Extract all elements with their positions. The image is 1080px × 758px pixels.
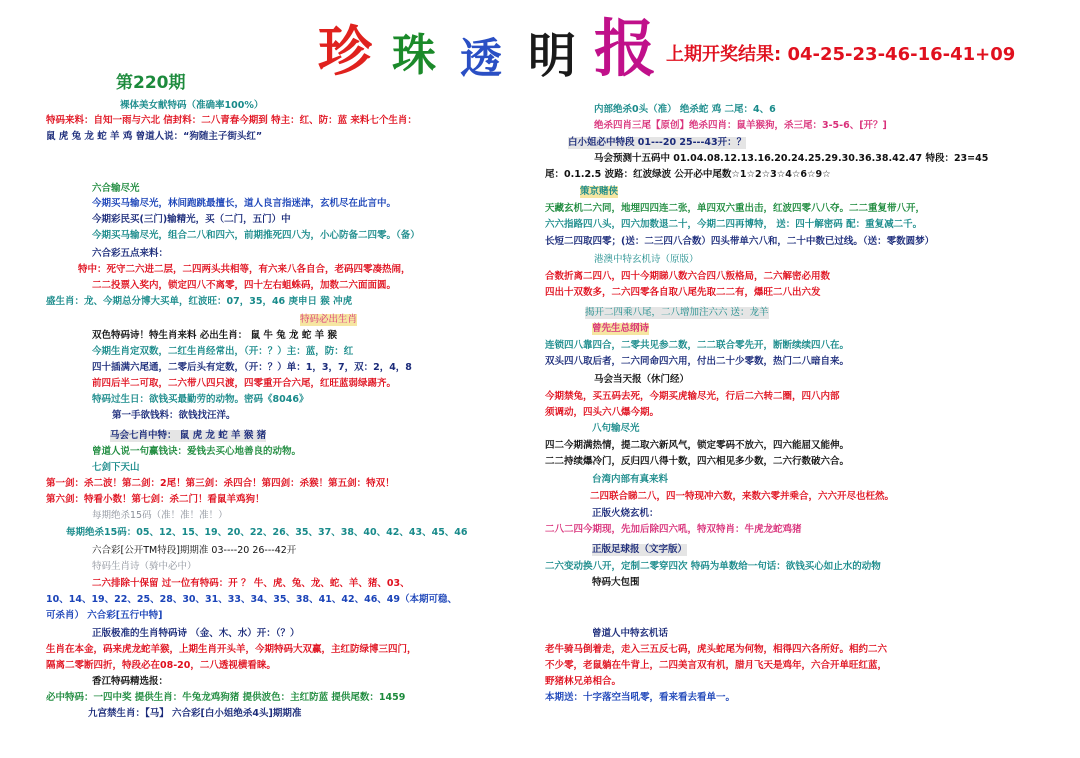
text-line: 二二持续爆冷门，反归四八得十数，四六相见多少数，二六行数破六合。 xyxy=(545,456,850,467)
text-line: 野猪林兄弟相合。 xyxy=(545,676,622,687)
text-line: 须调动，四头六八爆今期。 xyxy=(545,407,660,418)
last-result-numbers: 04-25-23-46-16-41+09 xyxy=(787,44,1016,65)
text-line: 第六剑：特看小数！第七剑：杀二门！看鼠羊鸡狗！ xyxy=(46,494,265,505)
text-line: 四二今期满热情，提二取六新风气，锁定零码不放六，四六能屈又能伸。 xyxy=(545,440,850,451)
title-char: 明 xyxy=(528,28,577,84)
title-char: 报 xyxy=(594,12,657,85)
text-line: 特码生肖诗（骑中必中） xyxy=(92,561,197,572)
text-line: 今期生肖定双数，二红生肖经常出，（开：？）主：蓝，防：红 xyxy=(92,346,354,357)
text-line: 生肖在本金，码来虎龙蛇羊猴，上期生肖开头羊，今期特码大双赢，主红防绿博三四门， xyxy=(46,644,417,655)
text-line: 本期送：十字落空当吼零，看来看去看单一。 xyxy=(545,692,736,703)
text-line: 连锁四八靠四合，二零共见参二数，二二联合零先开，断断续续四八在。 xyxy=(545,340,850,351)
text-line: 六合输尽光 xyxy=(92,183,140,194)
text-line: 第一剑：杀二波！第二剑：2尾！第三剑：杀四合！第四剑：杀猴！第五剑：特双！ xyxy=(46,478,395,489)
text-line: 鼠 虎 兔 龙 蛇 羊 鸡 曾道人说：“狗随主子街头红” xyxy=(46,131,263,142)
text-line: 今期买马输尽光，组合二八和四六，前期推死四八为，小心防备二四零。（备） xyxy=(92,230,420,241)
text-line: 曾道人说一句赢钱诀：爱钱去买心地善良的动物。 xyxy=(92,446,302,457)
text-line: 七剑下天山 xyxy=(92,462,140,473)
text-line: 老牛骑马倒着走，走入三五反七码，虎头蛇尾为何物，相得四六各所好。相约二六 xyxy=(545,644,888,655)
text-line: 九宫禁生肖：【马】 六合彩[白小姐绝杀4头]期期准 xyxy=(88,708,302,719)
text-line: 马会预测十五码中 01.04.08.12.13.16.20.24.25.29.30.36.38.42.47 特段：23=45 xyxy=(594,153,989,164)
text-line: 二四联合睇二八，四一特现冲六数，来数六零并乘合，六六开尽也枉然。 xyxy=(590,491,895,502)
text-line: 正版火烧玄机： xyxy=(592,508,659,519)
text-line: 二六排除十保留 过一位有特码：开 ？ 牛、虎、兔、龙、蛇、羊、猪、03、 xyxy=(92,578,410,589)
text-line: 二六变动换八开，定制二零穿四次 特码为单数给一句话：欲钱买心如止水的动物 xyxy=(545,561,881,572)
text-line: 正版足球报（文字版） xyxy=(592,544,688,555)
title-char: 透 xyxy=(460,34,503,83)
text-line: 香江特码精选报： xyxy=(92,676,169,687)
text-line: 双色特码诗！特生肖来料 必出生肖： 鼠 牛 兔 龙 蛇 羊 猴 xyxy=(92,330,337,341)
text-line: 四十插满六尾通，二零后头有定数，（开：？）单：1，3，7，双：2，4，8 xyxy=(92,362,412,373)
text-line: 内部绝杀0头（准） 绝杀蛇 鸡 二尾：4、6 xyxy=(594,104,776,115)
text-line: 合数折离二四八，四十今期睇八数六合四八叛格局，二六解密必用数 xyxy=(545,271,831,282)
text-line: 台湾内部有真来料 xyxy=(592,474,669,485)
title-char: 珍 xyxy=(318,19,372,83)
text-line: 必中特码：一四中奖 提供生肖：牛兔龙鸡狗猪 提供波色：主红防蓝 提供尾数：1459 xyxy=(46,692,406,703)
text-line: 曾先生总纲诗 xyxy=(592,323,650,334)
text-line: 10、14、19、22、25、28、30、31、33、34、35、38、41、42、46、49（本期可稳、 xyxy=(46,594,458,605)
text-line: 特码必出生肖 xyxy=(300,314,358,325)
text-line: 特中：死守二六进二层，二四两头共相等，有六来八各自合，老码四零凑热闹， xyxy=(78,264,411,275)
last-result xyxy=(666,40,1015,66)
text-line: 盛生肖：龙、今期总分博大买单，红波旺：07，35，46 庚申日 猴 冲虎 xyxy=(46,296,353,307)
text-line: 每期绝杀15码：05、12、15、19、20、22、26、35、37、38、40、42、43、45、46 xyxy=(66,527,468,538)
text-line: 曾道人中特玄机话 xyxy=(592,628,669,639)
text-line: 第一手欲钱料：欲钱找汪洋。 xyxy=(112,410,236,421)
text-line: 港澳中特玄机诗（原版） xyxy=(594,254,699,265)
text-line: 尾：0.1.2.5 波路：红波绿波 公开必中尾数☆1☆2☆3☆4☆6☆9☆ xyxy=(545,169,831,180)
text-line: 特码过生日：欲钱买最勤劳的动物。密码《8046》 xyxy=(92,394,309,405)
text-line: 马会七肖中特： 鼠 虎 龙 蛇 羊 猴 猪 xyxy=(110,430,267,441)
text-line: 裸体美女献特码（准确率100%） xyxy=(120,100,264,111)
title-char: 珠 xyxy=(392,30,436,81)
text-line: 白小姐必中特段 01---20 25---43开：？ xyxy=(568,137,747,148)
text-line: 今期买马输尽光，林间跑跳最擅长，道人良言指迷津，玄机尽在此言中。 xyxy=(92,198,397,209)
text-line: 前四后半二可取，二六带八四只渡，四零重开合六尾，红旺蓝弱绿踢齐。 xyxy=(92,378,397,389)
text-line: 隔离二零断四折，特段必在08-20，二八透视横看睐。 xyxy=(46,660,276,671)
text-line: 双头四八取后者，二六同命四六用，付出二十少零数，热门二八暗自来。 xyxy=(545,356,850,367)
text-line: 六合彩五点来料： xyxy=(92,248,169,259)
issue-number: 第220期 xyxy=(116,73,186,93)
text-line: 今期禁兔，买五码去死，今期买虎输尽光，行后二六转二圈，四八内部 xyxy=(545,391,840,402)
last-result-label: 上期开奖结果: xyxy=(666,44,782,65)
text-line: 正版极准的生肖特码诗 （金、木、水）开：（？） xyxy=(92,628,300,639)
text-line: 天藏玄机二六同，地埋四四连二张，单四双六重出击，红波四零八八夺。二二重复带八开， xyxy=(545,203,926,214)
text-line: 可杀肖） 六合彩[五行中特] xyxy=(46,610,163,621)
text-line: 八句输尽光 xyxy=(592,423,640,434)
text-line: 四出十双数多，二六四零各自取八尾先取二二有，爆旺二八出六发 xyxy=(545,287,821,298)
text-line: 绝杀四肖三尾【原创】绝杀四肖：鼠羊猴狗，杀三尾：3-5-6、[开？] xyxy=(594,120,887,131)
text-line: 二八二四今期现，先加后除四六吼，特双特肖：牛虎龙蛇鸡猪 xyxy=(545,524,802,535)
text-line: 揭开二四乘八尾，二八增加注六六 送：龙羊 xyxy=(585,307,769,318)
text-line: 特码来料：自知一雨与六北 信封料：二八青春今期到 特主：红、防：蓝 来料七个生肖： xyxy=(46,115,417,126)
text-line: 六合彩[公开TM特段]期期准 03----20 26---42开 xyxy=(92,545,297,556)
text-line: 今期彩民买(三门)输精光，买（二门，五门）中 xyxy=(92,214,291,225)
text-line: 策京赌侠 xyxy=(580,186,619,197)
text-line: 六六指路四八头，四六加数退二十，今期二四再博特， 送：四十解密码 配：重复减二千。 xyxy=(545,219,923,230)
text-line: 马会当天报（休门经） xyxy=(594,374,690,385)
text-line: 每期绝杀15码（准！准！准！） xyxy=(92,510,228,521)
text-line: 长短二四取四零；(送：二三四八合数）四头带单六八和，二十中数已过线。（送：零数圆梦） xyxy=(545,236,935,247)
text-line: 特码大包围 xyxy=(592,577,640,588)
text-line: 不少零，老鼠躺在牛背上，二四美言双有机，腊月飞天是鸡年，六合开单旺红蓝， xyxy=(545,660,888,671)
text-line: 二二投票入奖内，锁定四八不离零，四十左右蛆蛛码，加数二六面面圆。 xyxy=(92,280,397,291)
